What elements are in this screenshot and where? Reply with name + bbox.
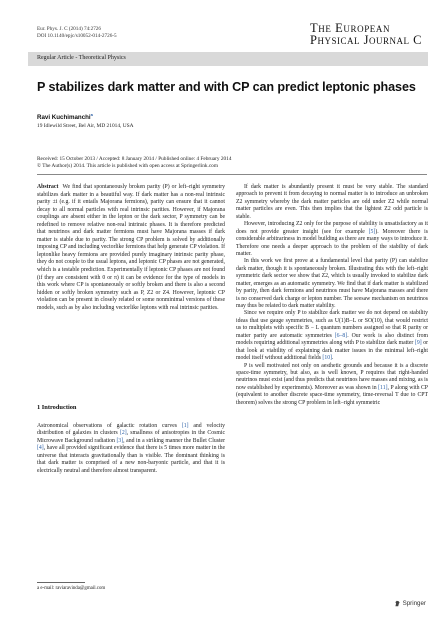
paragraph xyxy=(236,221,428,258)
affiliation: 19 Idlewild Street, Bel Air, MD 21014, USA xyxy=(37,123,134,129)
paragraph-text: . Our work is also distinct from models requiring additional symmetries along with P to stabilize dark matter xyxy=(236,332,428,347)
paragraph-text: Since we require only P to stabilize dark matter we do not depend on stability ideas that use gauge symmetries, such as U(1)B−L or SO(10), that would restrict us to multiplets with specific B − L quantum numbers assigned so that R parity or matter parity are automatic symmetries xyxy=(236,310,428,339)
article-category-bar xyxy=(28,52,428,66)
article-category: Regular Article - Theoretical Physics xyxy=(37,55,126,61)
springer-horse-icon xyxy=(394,600,401,607)
paragraph xyxy=(236,310,428,362)
journal-logo xyxy=(310,22,430,47)
intro-text: Astronomical observations of galactic rotation curves xyxy=(37,423,182,429)
abstract xyxy=(37,184,225,312)
citation-link[interactable]: [1] xyxy=(181,423,189,429)
author-name: Ravi Kuchimanchi xyxy=(37,114,91,122)
intro-text: and velocity distribution of galaxies in clusters xyxy=(37,423,226,437)
section-heading: 1 Introduction xyxy=(37,404,77,411)
paragraph-text: . xyxy=(332,355,334,362)
divider xyxy=(37,174,427,175)
author-footnote-marker[interactable]: a xyxy=(90,112,93,117)
citation-link[interactable]: [3] xyxy=(116,437,124,444)
journal-citation: Eur. Phys. J. C (2014) 74:2726 xyxy=(37,26,101,32)
introduction-paragraph xyxy=(37,423,225,475)
citation-link[interactable]: [11] xyxy=(378,384,388,391)
paragraph-text: However, introducing Z2 only for the purpose of stability is unsatisfactory as it does not provide greater insight (see for example xyxy=(236,221,428,235)
publisher-name: Springer xyxy=(402,600,426,607)
citation-link[interactable]: [2] xyxy=(119,430,127,437)
intro-text: , and in a striking manner the Bullet Cluster xyxy=(123,437,226,444)
paragraph-text: , P along with CP (equivalent to another discrete space-time symmetry, time-reversal T due to CPT theorem) solves the strong CP problem in left–right symmetric xyxy=(236,384,429,406)
publication-dates xyxy=(37,156,427,170)
paragraph-text: P is well motivated not only on aesthetic grounds and because it is a discrete space-time symmetry, but also, as is well known, P requires that right-handed neutrinos must exist (and thus predicts that neutrinos have masses and mixing, as is now established by experiments). Moreover as was shown in xyxy=(236,362,428,391)
copyright-notice: © The Author(s) 2014. This article is published with open access at Springerlink.com xyxy=(37,163,218,169)
citation-link[interactable]: [10] xyxy=(322,355,332,362)
intro-text: , have all provided significant evidence that there is 5 times more matter in the universe that interacts gravitationally than is visible. The dominant thinking is that dark matter is comprised of a new non-baryonic particle, and that it is electrically neutral and therefore almost transparent. xyxy=(37,445,225,474)
paper-title: P stabilizes dark matter and with CP can predict leptonic phases xyxy=(37,80,416,94)
footnote: a e-mail: raviaravinda@gmail.com xyxy=(37,586,106,591)
journal-reference xyxy=(37,26,117,40)
journal-name-line2: Physical Journal C xyxy=(310,33,422,47)
intro-text: , smallness of anisotropies in the Cosmic Microwave Background radiation xyxy=(37,430,225,444)
abstract-text: We find that spontaneously broken parity (P) or left–right symmetry stabilizes dark matter in a beautiful way. If dark matter has a non-real intrinsic parity ±i (e.g. if it entails Majorana fermions), parity can ensure that it cannot decay to all normal particles with real intrinsic parities. However, if Majorana couplings are absent either in the lepton or the dark sector, P symmetry can be redefined to remove relative non-real intrinsic phases. It is therefore predicted that neutrinos and dark matter fermions must have Majorana masses if dark matter is stable due to parity. The strong CP problem is solved by additionally imposing CP and including vectorlike fermions that help generate CP violation. If leptonlike heavy fermions are provided purely imaginary intrinsic parity phase, they do not couple to the usual leptons, and leptonic CP phases are not generated, which is a testable prediction. Experimentally if leptonic CP phases are not found (if they are consistent with 0 or π) it can be evidence for the type of models in this work where CP is spontaneously or softly broken and there is also a second hidden or softly broken symmetry such as P, Z2 or Z4. However, leptonic CP violation can be present in closely related or some nonminimal versions of these models, such as by also including vectorlike leptons with real intrinsic parities. xyxy=(37,184,226,311)
abstract-label: Abstract xyxy=(37,184,59,190)
citation-link[interactable]: [5] xyxy=(368,228,376,235)
paragraph: In this work we first prove at a fundamental level that parity (P) can stabilize dark matter, though it is spontaneously broken. Illustrating this with the left–right symmetric dark sector we show that Z2, which is usually invoked to stabilize dark matter, emerges as an automatic symmetry. We find that if dark matter is stabilized by parity, then dark fermions and neutrinos must have Majorana masses and there is no conserved dark charge or lepton number. The seesaw mechanism on neutrinos may thus be related to dark matter stability. xyxy=(236,258,428,309)
received-accepted-published: Received: 15 October 2013 / Accepted: 8 January 2014 / Published online: 4 February 2014 xyxy=(37,156,232,162)
citation-link[interactable]: [6–8] xyxy=(334,332,348,339)
paragraph xyxy=(236,363,428,408)
citation-link[interactable]: [4] xyxy=(37,445,44,452)
paragraph: If dark matter is abundantly present it must be very stable. The standard approach to prevent it from decaying to normal matter is to introduce an unbroken Z2 symmetry whereby the dark matter particles are odd under Z2 while normal matter particles are even. This then implies that the lightest Z2 odd particle is stable. xyxy=(236,184,428,220)
footnote-divider xyxy=(37,582,85,583)
paragraph-text: ). Moreover there is considerable arbitrariness in model building as there are many ways to introduce it. Therefore one needs a deeper approach to the problem of the stability of dark matter. xyxy=(236,228,428,257)
journal-name-line1: The European xyxy=(310,21,391,35)
paragraph-text: or that look at viability of explaining dark matter issues in the minimal left–right model itself without additional fields xyxy=(236,340,428,362)
publisher-logo xyxy=(394,600,426,607)
right-column-body xyxy=(236,184,428,407)
citation-link[interactable]: [9] xyxy=(414,340,422,347)
doi[interactable]: DOI 10.1140/epjc/s10052-014-2726-5 xyxy=(37,33,117,39)
author xyxy=(37,112,93,121)
